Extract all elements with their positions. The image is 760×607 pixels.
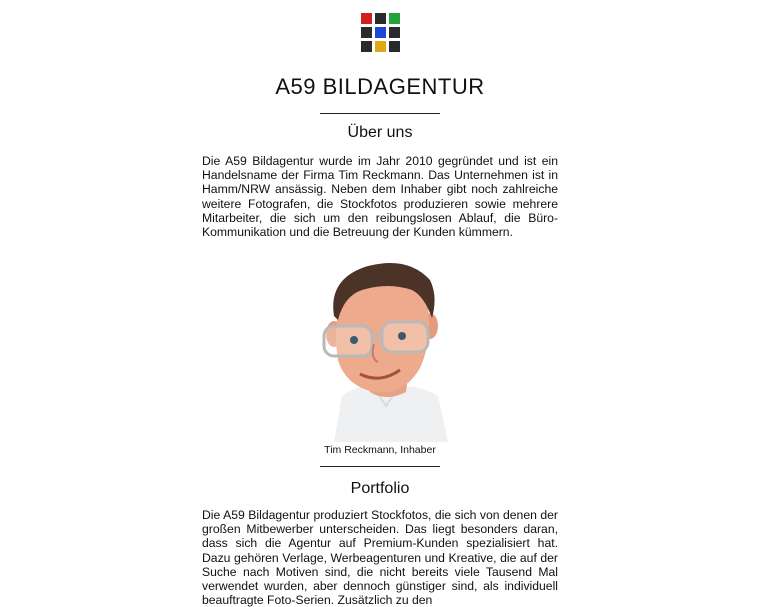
logo-square <box>389 13 400 24</box>
logo-square <box>375 13 386 24</box>
portfolio-text: Die A59 Bildagentur produziert Stockfotos, die sich von denen der großen Mitbewerber unterscheiden. Das liegt besonders daran, dass sich die Agentur auf Premium-Kunden spezialisiert hat. Dazu gehören Verlage, Werbeagenturen und Kreative, die auf der Suche nach Motiven sind, die nicht bereits viele Tausend Mal verwendet wurden, aber dennoch günstiger sind, als individuell beauftragte Foto-Serien. Zusätzlich zu den <box>202 508 558 607</box>
site-title: A59 BILDAGENTUR <box>275 74 485 99</box>
portfolio-section <box>0 508 760 607</box>
logo-square <box>361 27 372 38</box>
logo-square <box>361 13 372 24</box>
portrait-caption: Tim Reckmann, Inhaber <box>324 444 436 456</box>
portfolio-heading: Portfolio <box>350 480 410 497</box>
logo-square <box>389 41 400 52</box>
divider <box>320 466 440 467</box>
divider <box>320 113 440 114</box>
logo-square <box>389 27 400 38</box>
about-heading: Über uns <box>347 124 413 141</box>
logo-square <box>375 41 386 52</box>
about-text: Die A59 Bildagentur wurde im Jahr 2010 gegründet und ist ein Handelsname der Firma Tim Reckmann. Das Unternehmen ist in Hamm/NRW ansässig. Neben dem Inhaber gibt noch zahlreiche weitere Fotografen, die Stockfotos produzieren sowie mehrere Mitarbeiter, die sich um den reibungslosen Ablauf, die Büro-Kommunikation und die Betreuung der Kunden kümmern. <box>202 154 558 240</box>
logo-square <box>375 27 386 38</box>
logo[interactable] <box>361 13 400 54</box>
logo-square <box>361 41 372 52</box>
owner-portrait <box>316 256 456 442</box>
